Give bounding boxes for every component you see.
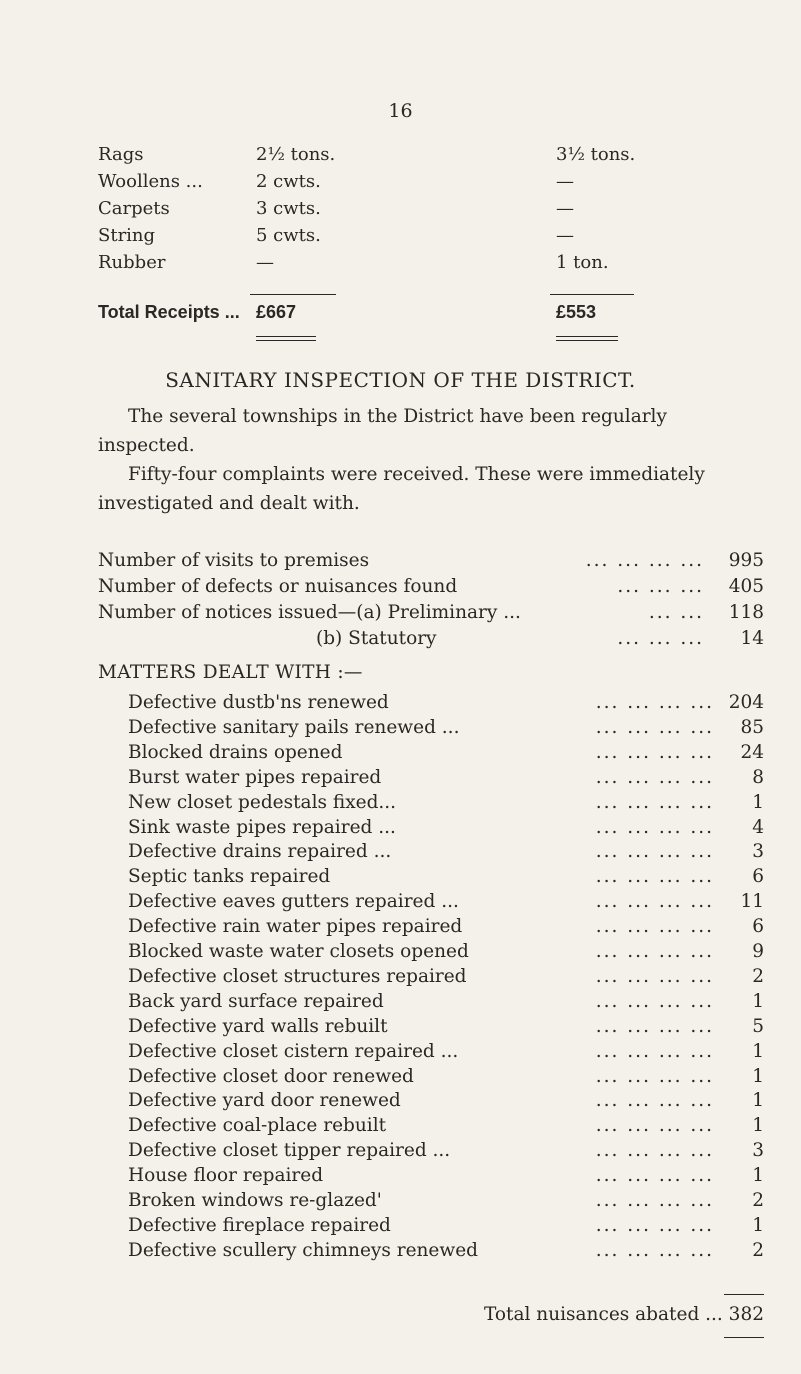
matter-count: 6 [752,866,764,888]
matter-label: Defective closet door renewed [128,1065,414,1087]
matter-label: New closet pedestals fixed... [128,791,397,813]
matter-count: 1 [752,1065,764,1087]
matter-label: Defective dustb'ns renewed [128,692,389,713]
matter-leader-dots: ... ... ... ... [595,941,714,962]
total-receipts-col1: £667 [256,302,297,322]
material-col2: — [556,171,574,192]
col1-top-rule [250,294,336,295]
matter-leader-dots: ... ... ... ... [595,1065,714,1087]
matter-label: Defective drains repaired ... [128,841,392,863]
matter-leader-dots: ... ... ... ... [595,1090,714,1112]
matter-count: 11 [740,891,764,913]
section-heading: SANITARY INSPECTION OF THE DISTRICT. [165,368,636,392]
col2-double-rule-b [556,340,618,341]
stat-label: Number of notices issued—(a) Preliminary ... [98,602,521,623]
matter-leader-dots: ... ... ... ... [595,1239,714,1261]
matter-count: 1 [752,1040,764,1062]
matter-count: 1 [752,1090,764,1112]
matter-count: 1 [752,1115,764,1137]
matter-label: Defective coal-place rebuilt [128,1115,387,1137]
matter-label: Defective fireplace repaired [128,1214,391,1236]
matter-leader-dots: ... ... ... ... [595,965,714,987]
matter-label: Broken windows re-glazed' [128,1190,382,1211]
matter-label: Defective eaves gutters repaired ... [128,891,459,913]
matter-label: Sink waste pipes repaired ... [128,816,396,838]
stat-value: 118 [728,602,764,623]
matter-label: Defective closet tipper repaired ... [128,1140,451,1162]
matter-count: 8 [752,766,764,788]
matter-label: Defective sanitary pails renewed ... [128,716,460,738]
matter-leader-dots: ... ... ... ... [595,866,714,888]
material-label: Rubber [98,252,166,273]
matter-count: 204 [728,692,764,713]
matter-label: Back yard surface repaired [128,990,384,1012]
stat-leader-dots: ... ... ... [617,576,704,597]
matter-label: Defective closet cistern repaired ... [128,1040,459,1062]
matter-leader-dots: ... ... ... ... [595,1140,714,1162]
stat-label: Number of visits to premises [98,550,370,571]
matter-leader-dots: ... ... ... ... [595,741,714,763]
material-col2: 1 ton. [556,252,609,273]
matter-label: Defective yard door renewed [128,1090,401,1112]
material-col2: 3½ tons. [556,144,636,165]
material-col1: 3 cwts. [256,198,321,219]
total-receipts-label: Total Receipts ... [98,302,240,322]
matter-count: 3 [752,1140,764,1162]
matter-leader-dots: ... ... ... ... [595,1190,714,1211]
matter-leader-dots: ... ... ... ... [595,990,714,1012]
col1-double-rule-b [256,340,316,341]
matter-label: Septic tanks repaired [128,866,331,888]
matter-label: Defective closet structures repaired [128,965,467,987]
matter-count: 1 [752,1214,764,1236]
matter-label: Burst water pipes repaired [128,766,382,788]
total-nuisances-abated: Total nuisances abated ... 382 [483,1304,764,1325]
matter-leader-dots: ... ... ... ... [595,916,714,938]
matter-leader-dots: ... ... ... ... [595,791,714,813]
matter-count: 3 [752,841,764,863]
stat-leader-dots: ... ... ... ... [585,550,704,571]
matter-count: 24 [740,741,764,763]
material-label: Carpets [98,198,170,219]
matter-count: 1 [752,990,764,1012]
matter-leader-dots: ... ... ... ... [595,716,714,738]
matter-count: 1 [752,1165,764,1187]
matter-count: 9 [752,941,764,962]
stat-leader-dots: ... ... ... [617,628,704,649]
stat-value: 405 [728,576,764,597]
matter-count: 4 [752,816,764,838]
stat-value: 995 [728,550,764,571]
material-label: Rags [98,144,144,165]
material-col1: 5 cwts. [256,225,321,246]
matter-count: 85 [740,716,764,738]
total-receipts-col2: £553 [556,302,597,322]
matter-label: Defective scullery chimneys renewed [128,1239,479,1261]
stat-value: 14 [740,628,764,649]
stat-leader-dots: ... ... [648,602,704,623]
matter-label: House floor repaired [128,1165,324,1187]
material-col1: 2½ tons. [256,144,336,165]
matter-label: Blocked drains opened [128,741,343,763]
matters-heading: MATTERS DEALT WITH :— [98,662,363,683]
stat-label: Number of defects or nuisances found [98,576,458,597]
matter-count: 2 [752,1239,764,1261]
material-col1: 2 cwts. [256,171,321,192]
matter-count: 2 [752,965,764,987]
page-number: 16 [388,100,413,122]
matter-leader-dots: ... ... ... ... [595,766,714,788]
matter-leader-dots: ... ... ... ... [595,1115,714,1137]
material-col1: — [256,252,274,273]
matter-leader-dots: ... ... ... ... [595,692,714,713]
matter-count: 2 [752,1190,764,1211]
total-bottom-rule [724,1337,764,1338]
paragraph-complaints: Fifty-four complaints were received. These were immediately investigated and dealt with. [98,464,705,514]
col2-double-rule-a [556,336,618,337]
matter-leader-dots: ... ... ... ... [595,891,714,913]
paragraph-inspection: The several townships in the District have been regularly inspected. [98,406,667,456]
matter-leader-dots: ... ... ... ... [595,1165,714,1187]
matter-leader-dots: ... ... ... ... [595,816,714,838]
col1-double-rule-a [256,336,316,337]
stat-label: (b) Statutory [316,628,437,649]
matter-count: 5 [752,1015,764,1037]
col2-top-rule [550,294,634,295]
matter-count: 1 [752,791,764,813]
matter-leader-dots: ... ... ... ... [595,841,714,863]
matter-label: Blocked waste water closets opened [128,941,469,962]
matter-leader-dots: ... ... ... ... [595,1040,714,1062]
matter-label: Defective yard walls rebuilt [128,1015,388,1037]
material-label: String [98,225,156,246]
matter-leader-dots: ... ... ... ... [595,1214,714,1236]
material-label: Woollens ... [98,171,203,192]
material-col2: — [556,225,574,246]
matter-label: Defective rain water pipes repaired [128,916,463,938]
total-top-rule [724,1294,764,1295]
matter-leader-dots: ... ... ... ... [595,1015,714,1037]
material-col2: — [556,198,574,219]
matter-count: 6 [752,916,764,938]
